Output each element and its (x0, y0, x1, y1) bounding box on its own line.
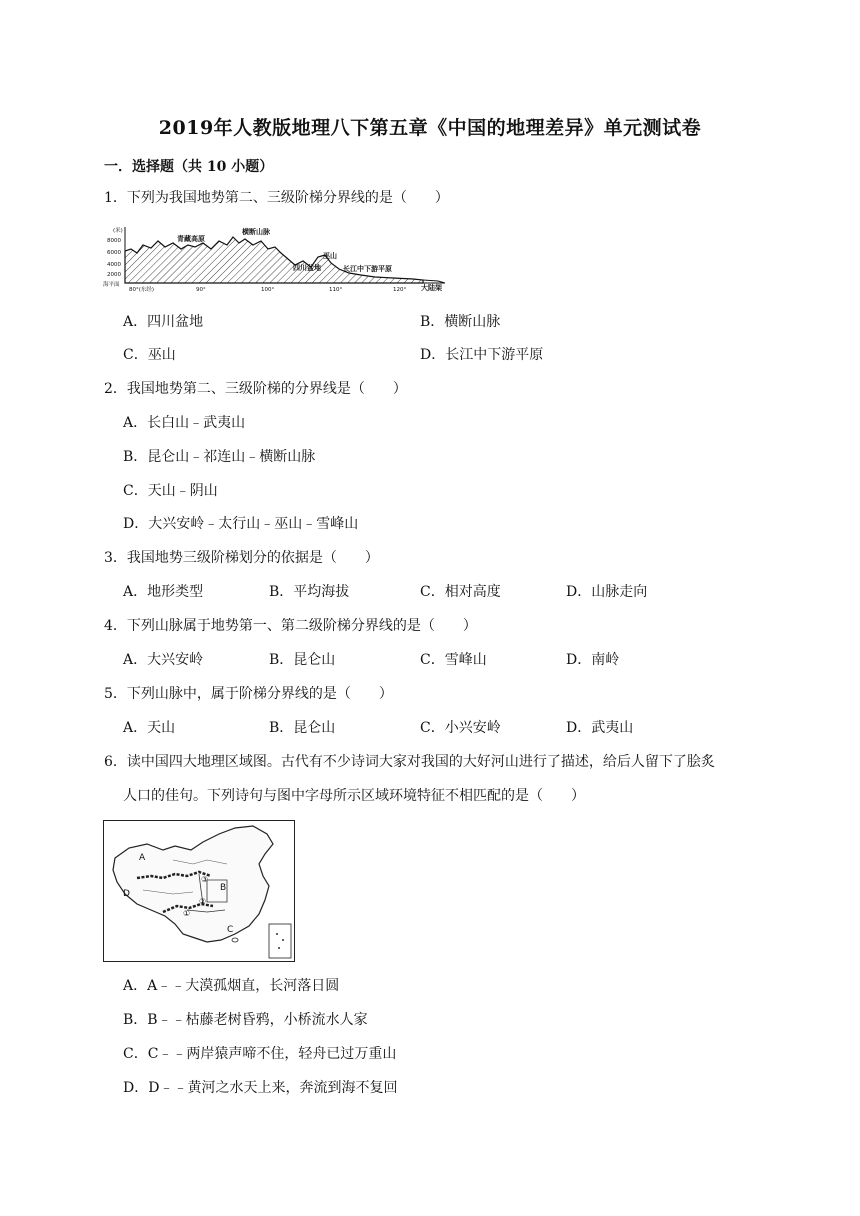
q6-option-c[interactable]: C．C﹣﹣两岸猿声啼不住，轻舟已过万重山 (123, 1046, 397, 1062)
q2-option-a[interactable]: A．长白山﹣武夷山 (123, 415, 246, 431)
region-marker-3: ③ (201, 875, 209, 884)
region-marker-2: ② (199, 897, 207, 906)
q1-option-d[interactable]: D．长江中下游平原 (420, 347, 544, 363)
region-label-d: D (123, 889, 130, 899)
question-1-stem: 1．下列为我国地势第二、三级阶梯分界线的是（ ） (104, 190, 449, 206)
y-tick-label: 8000 (107, 238, 121, 244)
y-tick-label: 4000 (107, 262, 121, 268)
page-title: 2019年人教版地理八下第五章《中国的地理差异》单元测试卷 (158, 117, 702, 139)
question-6-stem-line2: 人口的佳句。下列诗句与图中字母所示区域环境特征不相匹配的是（ ） (123, 788, 585, 804)
region-label-a: A (139, 853, 146, 863)
q4-option-c[interactable]: C．雪峰山 (420, 652, 487, 668)
x-tick-label: 110° (329, 287, 343, 293)
q4-option-a[interactable]: A．大兴安岭 (123, 652, 204, 668)
q4-option-b[interactable]: B．昆仑山 (269, 652, 336, 668)
q6-option-a[interactable]: A．A﹣﹣大漠孤烟直，长河落日圆 (123, 978, 340, 994)
region-marker-1: ① (183, 909, 191, 918)
q3-option-d[interactable]: D．山脉走向 (566, 584, 648, 600)
terrain-label: 横断山脉 (242, 228, 270, 236)
x-tick-label: 120° (393, 287, 407, 293)
question-5-stem: 5．下列山脉中，属于阶梯分界线的是（ ） (104, 686, 393, 702)
q2-option-c[interactable]: C．天山﹣阴山 (123, 483, 218, 499)
q5-option-d[interactable]: D．武夷山 (566, 720, 634, 736)
q1-option-b[interactable]: B．横断山脉 (420, 314, 501, 330)
question-2-stem: 2．我国地势第二、三级阶梯的分界线是（ ） (104, 381, 407, 397)
terrain-label: 巫山 (323, 252, 337, 260)
question-3-stem: 3．我国地势三级阶梯划分的依据是（ ） (104, 550, 379, 566)
terrain-profile-figure (103, 223, 448, 293)
q3-option-c[interactable]: C．相对高度 (420, 584, 501, 600)
terrain-label: 青藏高原 (177, 235, 205, 243)
q6-option-b[interactable]: B．B﹣﹣枯藤老树昏鸦，小桥流水人家 (123, 1012, 368, 1028)
y-tick-label: 2000 (107, 272, 121, 278)
y-unit-label: (米) (113, 228, 123, 234)
x-tick-label: 100° (261, 287, 275, 293)
q5-option-b[interactable]: B．昆仑山 (269, 720, 336, 736)
q2-option-b[interactable]: B．昆仑山﹣祁连山﹣横断山脉 (123, 449, 316, 465)
q4-option-d[interactable]: D．南岭 (566, 652, 620, 668)
region-label-c: C (227, 925, 234, 935)
question-6-stem-line1: 6．读中国四大地理区域图。古代有不少诗词大家对我国的大好河山进行了描述，给后人留下了脍炙 (104, 754, 715, 770)
q1-option-a[interactable]: A．四川盆地 (123, 314, 204, 330)
q3-option-b[interactable]: B．平均海拔 (269, 584, 350, 600)
terrain-label: 四川盆地 (293, 264, 321, 272)
sea-level-label: 海平面 (103, 282, 120, 288)
section-heading: 一．选择题（共 10 小题） (104, 159, 274, 175)
region-label-b: B (220, 883, 227, 893)
terrain-label: 大陆架 (421, 284, 442, 292)
question-4-stem: 4．下列山脉属于地势第一、第二级阶梯分界线的是（ ） (104, 618, 477, 634)
china-regions-map (103, 820, 295, 962)
terrain-label: 长江中下游平原 (343, 265, 392, 273)
q6-option-d[interactable]: D．D﹣﹣黄河之水天上来，奔流到海不复回 (123, 1080, 398, 1096)
q5-option-a[interactable]: A．天山 (123, 720, 176, 736)
x-tick-label: 90° (196, 287, 206, 293)
y-tick-label: 6000 (107, 250, 121, 256)
q1-option-c[interactable]: C．巫山 (123, 347, 176, 363)
x-tick-label: 80°(东经) (129, 287, 155, 293)
q5-option-c[interactable]: C．小兴安岭 (420, 720, 501, 736)
q2-option-d[interactable]: D．大兴安岭﹣太行山﹣巫山﹣雪峰山 (123, 516, 359, 532)
q3-option-a[interactable]: A．地形类型 (123, 584, 204, 600)
